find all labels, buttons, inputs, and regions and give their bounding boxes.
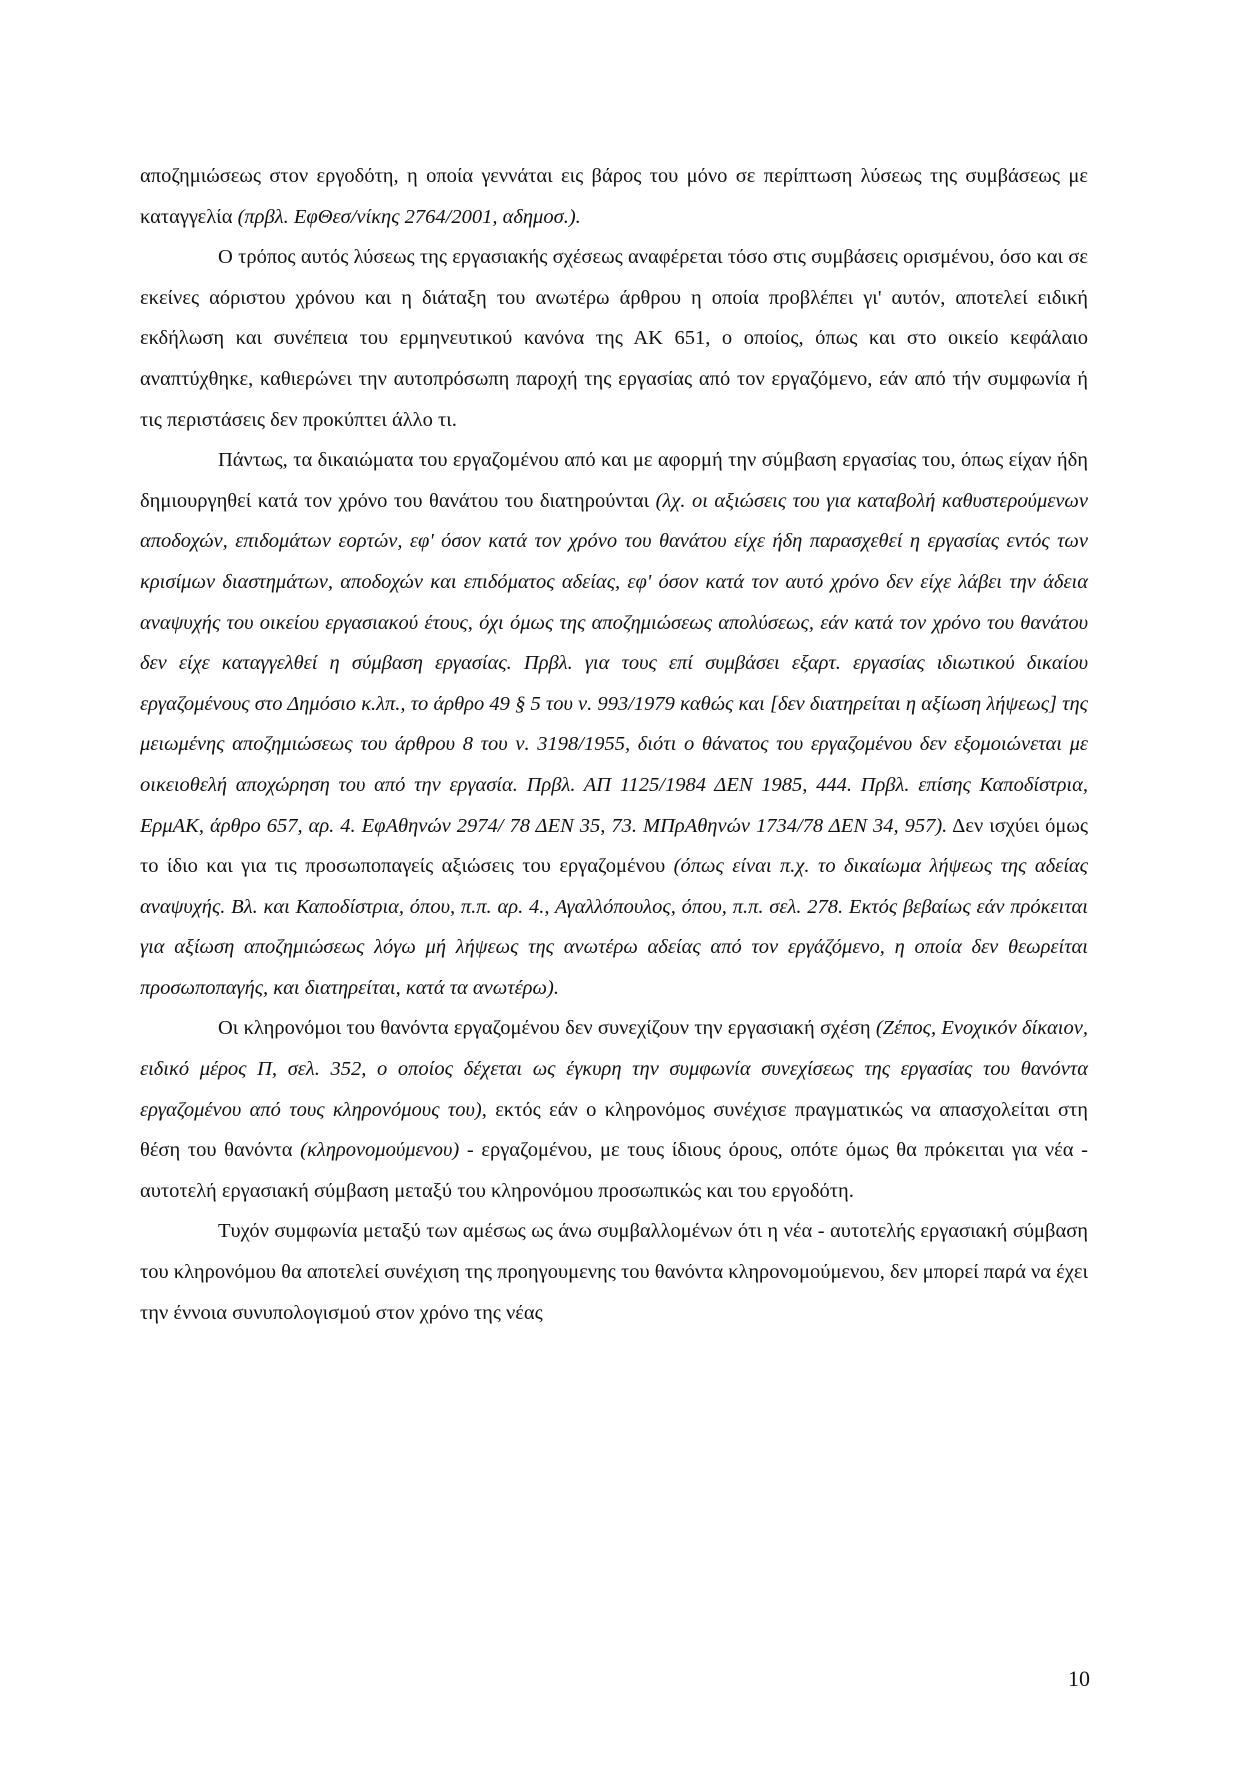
body-text <box>140 156 1088 1333</box>
text-segment: Ο τρόπος αυτός λύσεως της εργασιακής σχέσεως αναφέρεται τόσο στις συμβάσεις ορισμένου, όσο και σε εκείνες αόριστου χρόνου και η διάταξη του ανωτέρω άρθρου η οποία προβλέπει γι' αυτόν, αποτελεί ειδική εκδήλωση και συνέπεια του ερμηνευτικού κανόνα της ΑΚ 651, ο οποίος, όπως και στο οικείο κεφάλαιο αναπτύχθηκε, καθιερώνει την αυτοπρόσωπη παροχή της εργασίας από τον εργαζόμενο, εάν από τήν συμφωνία ή τις περιστάσεις δεν προκύπτει άλλο τι. <box>140 246 1088 431</box>
paragraph <box>140 1211 1088 1333</box>
text-segment: Οι κληρονόμοι του θανόντα εργαζομένου δεν συνεχίζουν την εργασιακή σχέση <box>218 1017 876 1040</box>
paragraph <box>140 156 1088 237</box>
text-segment: Πάντως, τα δικαιώματα του εργαζομένου από και με αφορμή την σύμβαση εργασίας του, όπως είχαν ήδη δημιουργηθεί κατά τον χρόνο του θανάτου του διατηρούνται <box>140 449 1088 512</box>
text-segment: Δεν ισχύει όμως το ίδιο και για τις προσωποπαγείς αξιώσεις του εργαζομένου <box>140 814 1088 878</box>
page-number: 10 <box>1068 1666 1090 1691</box>
text-segment: αποζημιώσεως στον εργοδότη, η οποία γεννάται εις βάρος του μόνο σε περίπτωση λύσεως της συμβάσεως με καταγγελία <box>140 165 1088 228</box>
italic-text-segment: (Ζέπος, Ενοχικόν δίκαιον, ειδικό μέρος Π, σελ. 352, ο οποίος δέχεται ως έγκυρη την συμφωνία συνεχίσεως της εργασίας του θανόντα εργαζομένου από τους κληρονόμους του), <box>140 1017 1088 1121</box>
italic-text-segment: (κληρονομούμενου) <box>300 1139 460 1162</box>
text-segment: Τυχόν συμφωνία μεταξύ των αμέσως ως άνω συμβαλλομένων ότι η νέα - αυτοτελής εργασιακή σύμβαση του κληρονόμου θα αποτελεί συνέχιση της προηγουμενης του θανόντα κληρονομούμενου, δεν μπορεί παρά να έχει την έννοια συνυπολογισμού στον χρόνο της νέας <box>140 1220 1088 1324</box>
text-segment: εκτός εάν ο κληρονόμος συνέχισε πραγματικώς να απασχολείται στη θέση του θανόντα <box>140 1098 1088 1162</box>
italic-text-segment: (όπως είναι π.χ. το δικαίωμα λήψεως της αδείας αναψυχής. Βλ. και Καποδίστρια, όπου, π.π. αρ. 4., Αγαλλόπουλος, όπου, π.π. σελ. 278. Εκτός βεβαίως εάν πρόκειται για αξίωση αποζημιώσεως λόγω μή λήψεως της ανωτέρω αδείας από τον εργάζόμενο, η οποία δεν θεωρείται προσωποπαγής, και διατηρείται, κατά τα ανωτέρω). <box>140 855 1088 999</box>
paragraph <box>140 1008 1088 1211</box>
italic-text-segment: (λχ. οι αξιώσεις του για καταβολή καθυστερούμενων αποδοχών, επιδομάτων εορτών, εφ' όσον κατά τον χρόνο του θανάτου είχε ήδη παρασχεθεί η εργασίας εντός των κρισίμων διαστημάτων, αποδοχών και επιδόματος αδείας, εφ' όσον κατά τον αυτό χρόνο δεν είχε λάβει την άδεια αναψυχής του οικείου εργασιακού έτους, όχι όμως της αποζημιώσεως απολύσεως, εάν κατά τον χρόνο του θανάτου δεν είχε καταγγελθεί η σύμβαση εργασίας. Πρβλ. για τους επί συμβάσει εξαρτ. εργασίας ιδιωτικού δικαίου εργαζομένους στο Δημόσιο κ.λπ., το άρθρο 49 § 5 του ν. 993/1979 καθώς και [δεν διατηρείται η αξίωση λήψεως] της μειωμένης αποζημιώσεως του άρθρου 8 του ν. 3198/1955, διότι ο θάνατος του εργαζομένου δεν εξομοιώνεται με οικειοθελή αποχώρηση του από την εργασία. Πρβλ. ΑΠ 1125/1984 ΔΕΝ 1985, 444. Πρβλ. επίσης Καποδίστρια, ΕρμΑΚ, άρθρο 657, αρ. 4. ΕφΑθηνών 2974/ 78 ΔΕΝ 35, 73. ΜΠρΑθηνών 1734/78 ΔΕΝ 34, 957). <box>140 489 1088 837</box>
italic-text-segment: (πρβλ. ΕφΘεσ/νίκης 2764/2001, αδημοσ.). <box>237 205 581 228</box>
text-segment: - εργαζομένου, με τους ίδιους όρους, οπότε όμως θα πρόκειται για νέα - αυτοτελή εργασιακή σύμβαση μεταξύ του κληρονόμου προσωπικώς και του εργοδότη. <box>140 1139 1088 1202</box>
paragraph <box>140 237 1088 440</box>
paragraph <box>140 440 1088 1008</box>
